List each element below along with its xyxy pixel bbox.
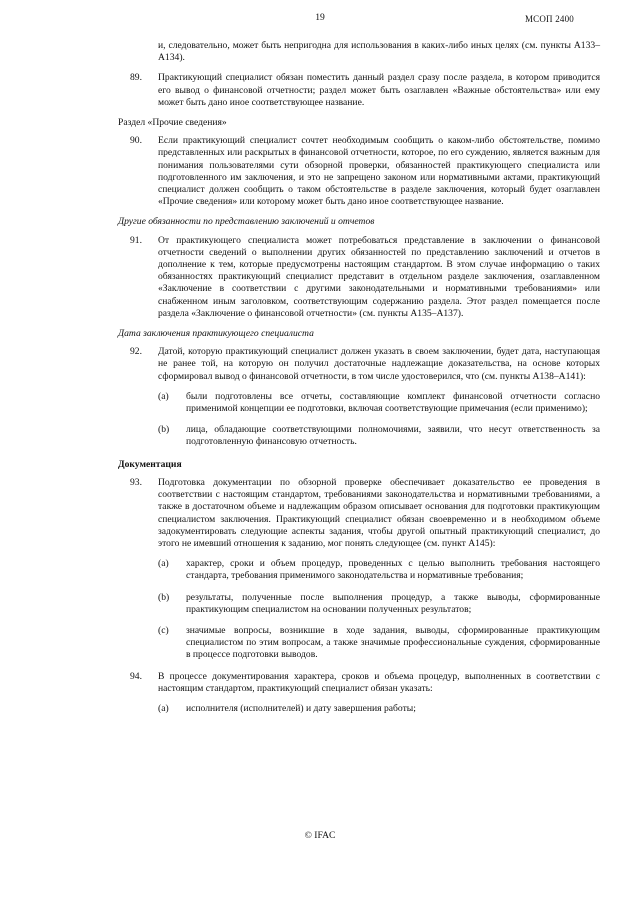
list-item bbox=[118, 391, 600, 415]
paragraph-94 bbox=[118, 671, 600, 695]
paragraph-number: 94. bbox=[130, 670, 142, 682]
paragraph-93 bbox=[118, 477, 600, 550]
list-item-label: (b) bbox=[158, 424, 170, 436]
paragraph-text: В процессе документирования характера, сроков и объема процедур, выполненных в соответствии с настоящим стандартом, практикующий специалист обязан указать: bbox=[158, 670, 600, 694]
paragraph-text: Датой, которую практикующий специалист должен указать в своем заключении, будет дата, наступающая не ранее той, на которую он получил достаточные надлежащие доказательства, на основе которых сформировал вывод о финансовой отчетности, в том числе удостоверился, что (см. пункты A138–A141): bbox=[158, 346, 600, 382]
paragraph-text: Если практикующий специалист сочтет необходимым сообщить о каком-либо обстоятельстве, помимо представленных или раскрытых в финансовой отчетности, которое, по его суждению, является важным для понимания пользователями сути обзорной проверки, обязанностей практикующего специалиста или подготовленного им заключения, и это не запрещено законом или нормативными актами, практикующий специалист должен сообщить о таком обстоятельстве в разделе заключения, который будет озаглавлен «Прочие сведения» или которому может быть дано иное соответствующее название. bbox=[158, 135, 600, 208]
list-item-text: были подготовлены все отчеты, составляющие комплект финансовой отчетности согласно применимой концепции ее подготовки, включая соответствующие примечания (если применимо); bbox=[186, 390, 600, 415]
section-heading-other-info: Раздел «Прочие сведения» bbox=[118, 117, 227, 129]
list-item-label: (c) bbox=[158, 624, 169, 636]
paragraph-text: Подготовка документации по обзорной проверке обеспечивает доказательство ее проведения в соответствии с настоящим стандартом, требованиями законодательства и нормативными требованиями, а также в достаточном объеме и надлежащим образом описывает основания для подготовки практикующим специалистом заключения. Практикующий специалист обязан своевременно и в необходимом объеме задокументировать следующие аспекты задания, чтобы другой опытный практикующий специалист, до этого не имевший отношения к заданию, мог понять следующее (см. пункт A145): bbox=[158, 476, 600, 549]
list-item-text: лица, обладающие соответствующими полномочиями, заявили, что несут ответственность за подготовленную финансовую отчетность. bbox=[186, 424, 600, 448]
paragraph-text: От практикующего специалиста может потребоваться представление в заключении о финансовой отчетности сведений о выполнении других обязанностей по представлению заключений и отчетов в дополнение к тем, которые предусмотрены настоящим стандартом. В этом случае информацию о таких обязанностях практикующий специалист представит в отдельном разделе заключения, озаглавленном «Заключение в соответствии с другими законодательными и нормативными требованиями» или снабженном иным заголовком, соответствующим содержанию раздела. Этот раздел помещается после раздела «Заключение о финансовой отчетности» (см. пункты A135–A137). bbox=[158, 234, 600, 319]
section-heading-report-date: Дата заключения практикующего специалиста bbox=[118, 328, 314, 340]
section-heading-other-duties: Другие обязанности по представлению заключений и отчетов bbox=[118, 216, 375, 228]
paragraph-number: 91. bbox=[130, 234, 142, 246]
paragraph-90 bbox=[118, 135, 600, 208]
list-item bbox=[118, 558, 600, 582]
footer-copyright: © IFAC bbox=[304, 830, 336, 841]
paragraph-number: 92. bbox=[130, 346, 142, 358]
document-body bbox=[118, 40, 600, 724]
list-item bbox=[118, 592, 600, 616]
paragraph-91 bbox=[118, 235, 600, 320]
list-item-text: результаты, полученные после выполнения процедур, а также выводы, сформированные практикующим специалистом на основании полученных результатов; bbox=[186, 591, 600, 615]
page-number: 19 bbox=[315, 12, 325, 23]
paragraph-number: 89. bbox=[130, 72, 142, 84]
paragraph-continuation: и, следовательно, может быть непригодна для использования в каких-либо иных целях (см. пункты A133–A134). bbox=[158, 40, 600, 64]
list-item bbox=[118, 703, 600, 715]
list-item bbox=[118, 424, 600, 448]
list-item-text: исполнителя (исполнителей) и дату завершения работы; bbox=[186, 702, 416, 714]
document-code: МСОП 2400 bbox=[524, 14, 574, 24]
paragraph-number: 93. bbox=[130, 476, 142, 488]
list-item-label: (a) bbox=[158, 702, 169, 714]
list-item-label: (a) bbox=[158, 558, 169, 570]
section-heading-documentation: Документация bbox=[118, 458, 182, 470]
list-item-text: характер, сроки и объем процедур, проведенных с целью выполнить требования настоящего стандарта, требования применимого законодательства и нормативные требования; bbox=[186, 558, 600, 582]
list-item-label: (a) bbox=[158, 390, 169, 402]
list-item bbox=[118, 625, 600, 662]
paragraph-text: Практикующий специалист обязан поместить данный раздел сразу после раздела, в котором приводится его вывод о финансовой отчетности; раздел может быть озаглавлен «Важные обстоятельства» или ему может быть дано иное соответствующее название. bbox=[158, 72, 600, 108]
paragraph-92 bbox=[118, 346, 600, 383]
list-item-label: (b) bbox=[158, 591, 170, 603]
paragraph-number: 90. bbox=[130, 135, 142, 147]
paragraph-89 bbox=[118, 72, 600, 109]
list-item-text: значимые вопросы, возникшие в ходе задания, выводы, сформированные практикующим специалистом по этим вопросам, а также значимые профессиональные суждения, сформированные в процессе подготовки выводов. bbox=[186, 624, 600, 661]
